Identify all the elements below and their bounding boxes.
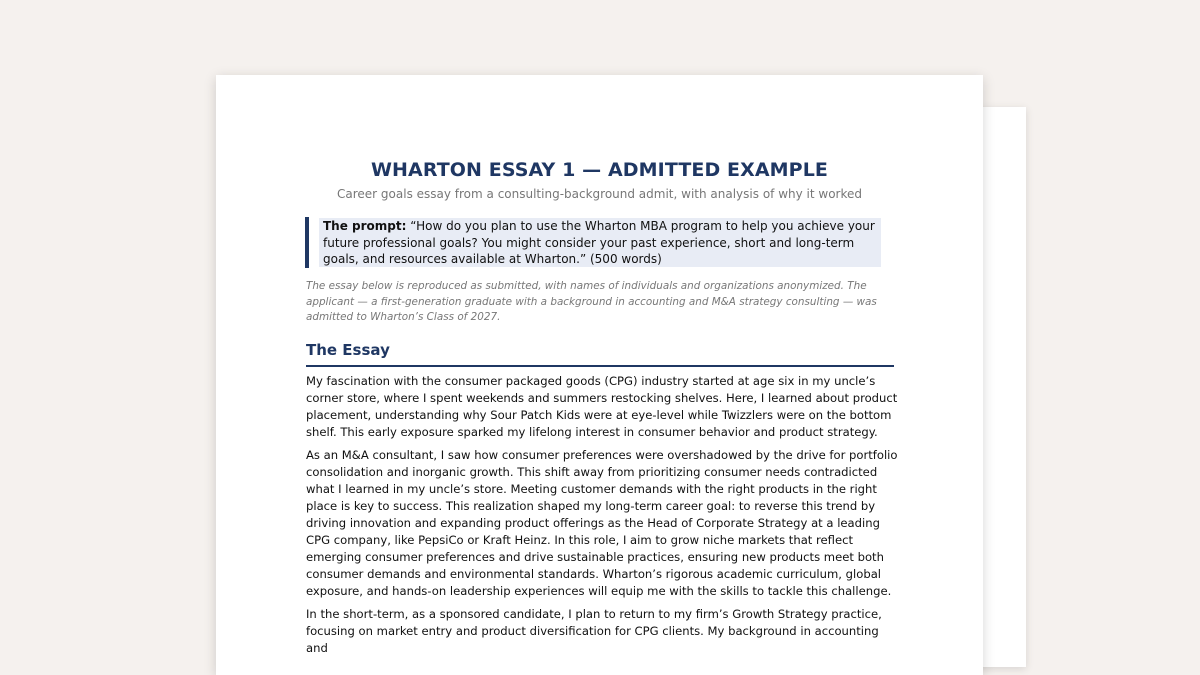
page-subtitle: Career goals essay from a consulting-background admit, with analysis of why it worked bbox=[337, 187, 862, 201]
prompt-callout bbox=[305, 217, 885, 268]
document-page bbox=[216, 75, 983, 675]
prompt-label: The prompt: bbox=[323, 219, 407, 233]
editor-note: The essay below is reproduced as submitted, with names of individuals and organizations anonymized. The applicant — a first-generation graduate with a background in accounting and M&A strategy consulting — was admitted to Wharton’s Class of 2027. bbox=[306, 280, 877, 323]
essay-paragraph: My fascination with the consumer packaged goods (CPG) industry started at age six in my uncle’s corner store, where I spent weekends and summers restocking shelves. Here, I learned about product placement, understanding why Sour Patch Kids were at eye-level while Twizzlers were on the bottom shelf. This early exposure sparked my lifelong interest in consumer behavior and product strategy. bbox=[306, 374, 898, 439]
page-title: WHARTON ESSAY 1 — ADMITTED EXAMPLE bbox=[371, 159, 828, 181]
section-heading: The Essay bbox=[306, 341, 894, 367]
essay-paragraph: In the short-term, as a sponsored candidate, I plan to return to my firm’s Growth Strategy practice, focusing on market entry and product diversification for CPG clients. My background in accounting and bbox=[306, 607, 882, 655]
essay-paragraph: As an M&A consultant, I saw how consumer preferences were overshadowed by the drive for portfolio consolidation and inorganic growth. This shift away from prioritizing consumer needs contradicted what I learned in my uncle’s store. Meeting customer demands with the right products in the right place is key to success. This realization shaped my long-term career goal: to reverse this trend by driving innovation and expanding product offerings as the Head of Corporate Strategy at a leading CPG company, like PepsiCo or Kraft Heinz. In this role, I aim to grow niche markets that reflect emerging consumer preferences and drive sustainable practices, ensuring new products meet both consumer demands and environmental standards. Wharton’s rigorous academic curriculum, global exposure, and hands-on leadership experiences will equip me with the skills to tackle this challenge. bbox=[306, 448, 898, 598]
prompt-text: “How do you plan to use the Wharton MBA program to help you achieve your future professional goals? You might consider your past experience, short and long-term goals, and resources available at Wharton.” (500 words) bbox=[323, 219, 875, 266]
prompt-text-block bbox=[319, 218, 881, 267]
